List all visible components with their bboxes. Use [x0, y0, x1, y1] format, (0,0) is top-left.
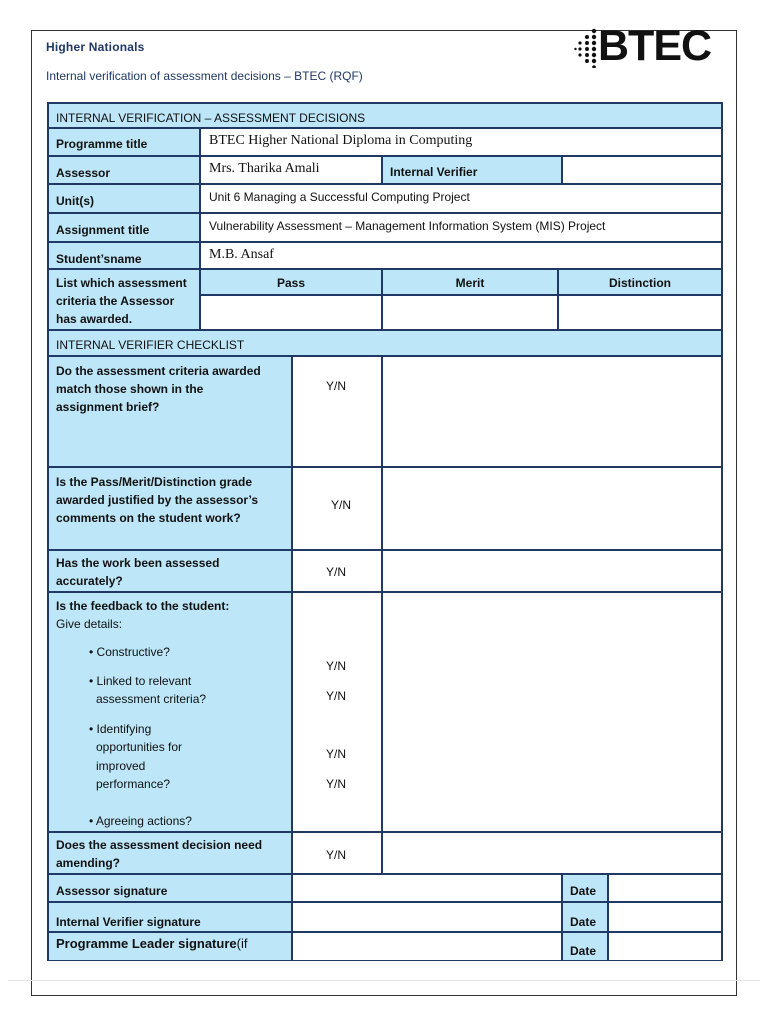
programme-title-label: Programme title: [48, 128, 200, 156]
q3-comment-field[interactable]: [382, 550, 722, 592]
checklist-title: INTERNAL VERIFIER CHECKLIST: [48, 330, 722, 356]
criteria-label-line-1: List which assessment: [56, 276, 187, 290]
internal-verifier-field[interactable]: [562, 156, 722, 184]
q5-line-1: Does the assessment decision need: [56, 838, 263, 852]
grade-distinction-field[interactable]: [558, 295, 722, 330]
criteria-awarded-label: [48, 269, 200, 330]
verification-form: [47, 102, 723, 961]
q4-item-identifying-3: improved: [96, 759, 146, 773]
q1-line-1: Do the assessment criteria awarded: [56, 364, 261, 378]
btec-logo-text: BTEC: [598, 22, 712, 70]
programme-type-heading: Higher Nationals: [46, 40, 145, 54]
q2-comment-field[interactable]: [382, 467, 722, 550]
q4-yn-cell[interactable]: [292, 592, 382, 832]
verifier-date-field[interactable]: [608, 902, 722, 932]
criteria-label-line-2: criteria the Assessor: [56, 294, 175, 308]
grade-distinction-header: Distinction: [558, 269, 722, 295]
q5-line-2: amending?: [56, 856, 121, 870]
q1-yn-cell[interactable]: [292, 356, 382, 467]
verifier-signature-field[interactable]: [292, 902, 562, 932]
question-assessed-accurately: [48, 550, 292, 592]
q2-yn-cell[interactable]: [292, 467, 382, 550]
assessor-signature-field[interactable]: [292, 874, 562, 902]
leader-signature-field[interactable]: [292, 932, 562, 961]
section-title: [48, 103, 722, 128]
document-subtitle: Internal verification of assessment decisions – BTEC (RQF): [46, 69, 363, 83]
q1-line-3: assignment brief?: [56, 400, 160, 414]
q3-yn: Y/N: [326, 565, 347, 579]
q2-line-1: Is the Pass/Merit/Distinction grade: [56, 475, 253, 489]
section-title-text: INTERNAL VERIFICATION – ASSESSMENT DECISIONS: [56, 111, 366, 125]
leader-signature-suffix: (if: [236, 936, 248, 951]
q2-yn: Y/N: [331, 498, 352, 512]
verifier-signature-label: Internal Verifier signature: [48, 902, 292, 932]
q2-line-3: comments on the student work?: [56, 511, 241, 525]
question-criteria-match: [48, 356, 292, 467]
assignment-title-label: Assignment title: [48, 213, 200, 242]
q2-line-2: awarded justified by the assessor’s: [56, 493, 259, 507]
q3-line-2: accurately?: [56, 574, 123, 588]
units-label: Unit(s): [48, 184, 200, 213]
q5-comment-field[interactable]: [382, 832, 722, 874]
assessor-date-label: Date: [562, 874, 608, 902]
btec-logo-dots-icon: [574, 28, 600, 68]
q4-item-linked-1: • Linked to relevant: [89, 674, 192, 688]
q4-yn-agreeing: Y/N: [326, 777, 347, 791]
btec-logo: [574, 24, 724, 72]
q5-yn-cell[interactable]: [292, 832, 382, 874]
verifier-date-label: Date: [562, 902, 608, 932]
leader-signature-label: [48, 932, 292, 961]
assessor-date-field[interactable]: [608, 874, 722, 902]
leader-signature-text: Programme Leader signature: [56, 936, 237, 951]
programme-title-field[interactable]: BTEC Higher National Diploma in Computing: [200, 128, 722, 156]
leader-date-label: Date: [562, 932, 608, 961]
grade-pass-header: Pass: [200, 269, 382, 295]
assessor-signature-label: Assessor signature: [48, 874, 292, 902]
q4-item-identifying-2: opportunities for: [96, 740, 183, 754]
q3-yn-cell[interactable]: [292, 550, 382, 592]
q1-yn: Y/N: [326, 379, 347, 393]
question-grade-justified: [48, 467, 292, 550]
assessor-label: Assessor: [48, 156, 200, 184]
q1-comment-field[interactable]: [382, 356, 722, 467]
question-feedback: [48, 592, 292, 832]
q4-item-linked-2: assessment criteria?: [96, 692, 207, 706]
question-decision-amending: [48, 832, 292, 874]
q4-item-agreeing: • Agreeing actions?: [89, 814, 192, 828]
units-field[interactable]: Unit 6 Managing a Successful Computing Project: [200, 184, 722, 213]
q4-yn-identifying: Y/N: [326, 747, 347, 761]
q4-item-constructive: • Constructive?: [89, 645, 170, 659]
grade-merit-field[interactable]: [382, 295, 558, 330]
student-name-label: Student’sname: [48, 242, 200, 269]
q4-give-details: Give details:: [56, 617, 123, 631]
q4-item-identifying-4: performance?: [96, 777, 171, 791]
grade-merit-header: Merit: [382, 269, 558, 295]
q1-line-2: match those shown in the: [56, 382, 204, 396]
internal-verifier-label: Internal Verifier: [382, 156, 562, 184]
grade-pass-field[interactable]: [200, 295, 382, 330]
student-name-field[interactable]: M.B. Ansaf: [200, 242, 722, 269]
q4-yn-constructive: Y/N: [326, 659, 347, 673]
q5-yn: Y/N: [326, 848, 347, 862]
q4-comment-field[interactable]: [382, 592, 722, 832]
q4-title: Is the feedback to the student:: [56, 599, 230, 613]
leader-date-field[interactable]: [608, 932, 722, 961]
assignment-title-field[interactable]: Vulnerability Assessment – Management Information System (MIS) Project: [200, 213, 722, 242]
q4-yn-linked: Y/N: [326, 689, 347, 703]
assessor-field[interactable]: Mrs. Tharika Amali: [200, 156, 382, 184]
q4-item-identifying-1: • Identifying: [89, 722, 152, 736]
page-edge: [8, 980, 760, 981]
criteria-label-line-3: has awarded.: [56, 312, 133, 326]
q3-line-1: Has the work been assessed: [56, 556, 220, 570]
